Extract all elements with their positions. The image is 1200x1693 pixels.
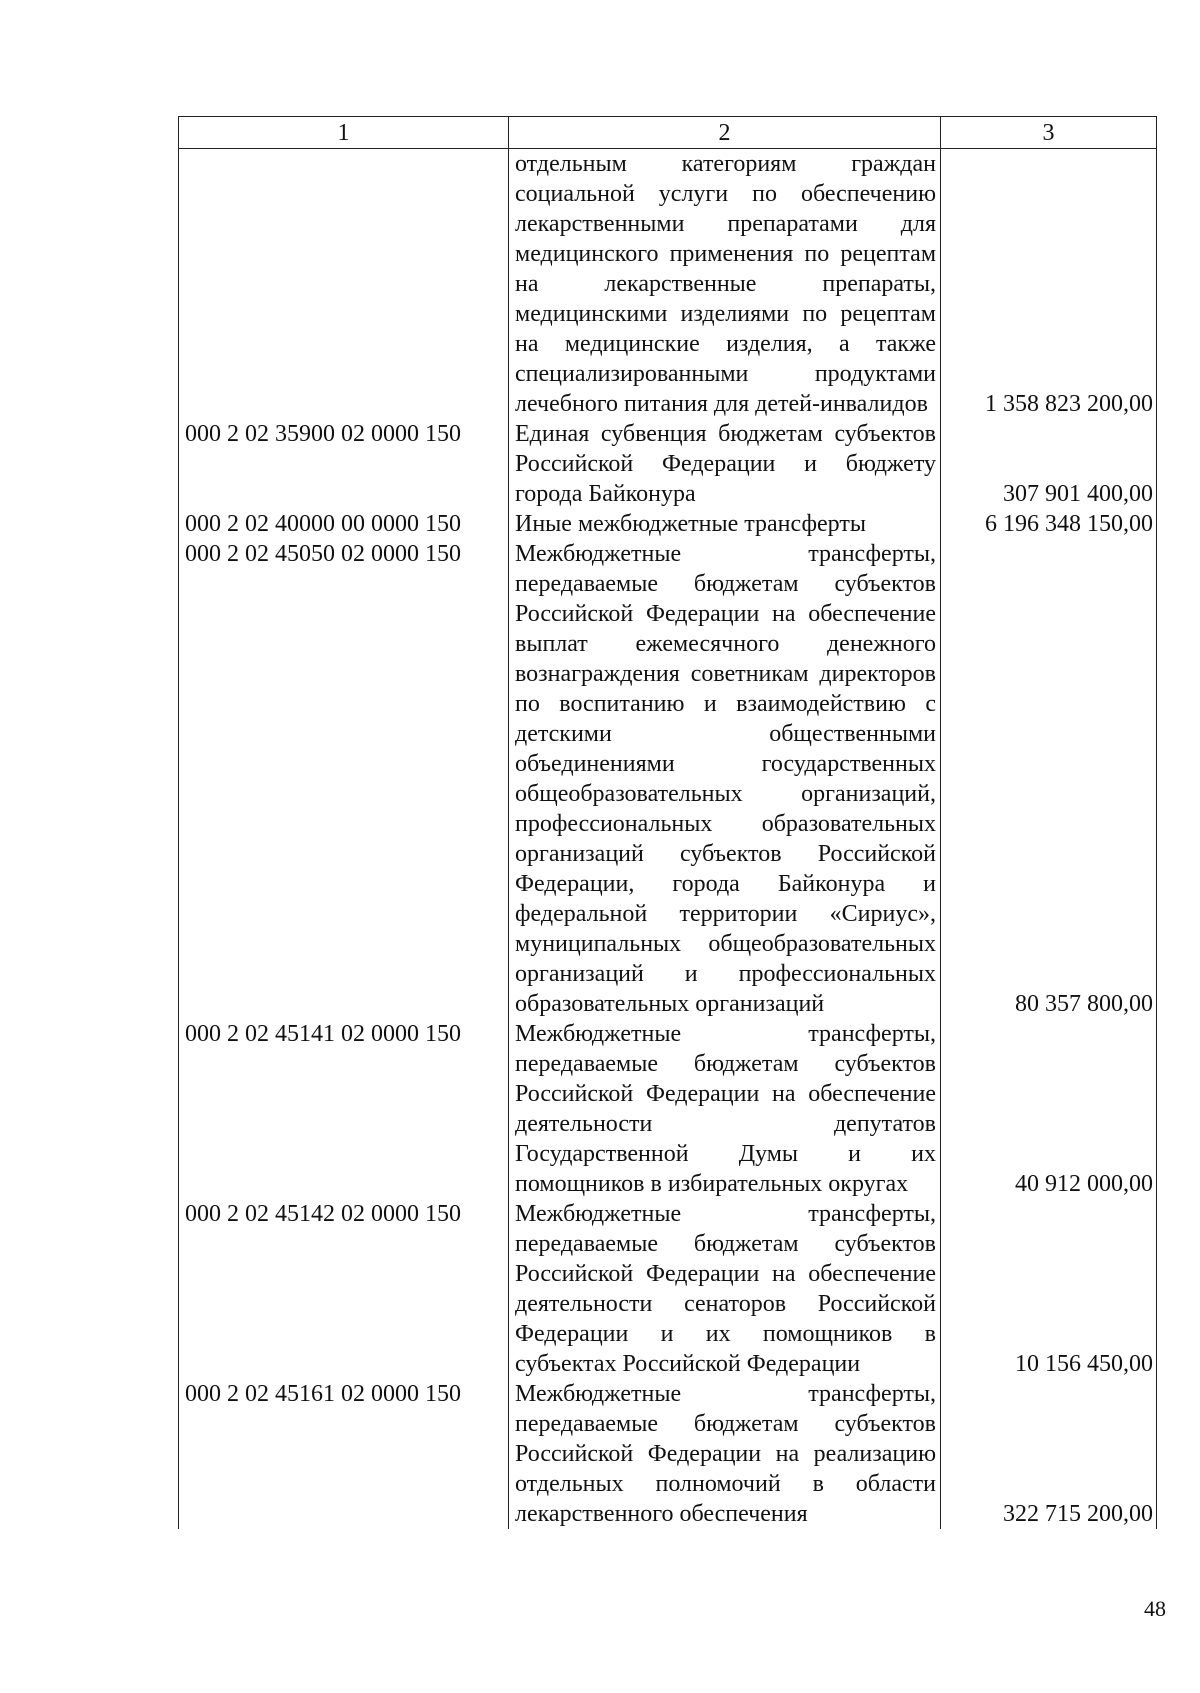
header-row <box>179 117 1157 149</box>
table-row <box>179 1199 1157 1379</box>
item-description: Иные межбюджетные трансферты <box>509 509 941 539</box>
item-description: Межбюджетные трансферты, передаваемые бюджетам субъектов Российской Федерации на реализацию отдельных полномочий в области лекарственного обеспечения <box>509 1379 941 1529</box>
budget-code: 000 2 02 45050 02 0000 150 <box>179 539 509 1019</box>
budget-code: 000 2 02 35900 02 0000 150 <box>179 419 509 509</box>
table-row <box>179 509 1157 539</box>
table-body <box>179 149 1157 1530</box>
budget-table <box>178 116 1157 1529</box>
amount-value: 307 901 400,00 <box>941 419 1157 509</box>
column-header-3: 3 <box>941 117 1157 149</box>
table-header <box>179 117 1157 149</box>
item-description: отдельным категориям граждан социальной услуги по обеспечению лекарственными препаратами для медицинского применения по рецептам на лекарственные препараты, медицинскими изделиями по рецептам на медицинские изделия, а также специализированными продуктами лечебного питания для детей-инвалидов <box>509 149 941 420</box>
budget-code: 000 2 02 40000 00 0000 150 <box>179 509 509 539</box>
item-description: Межбюджетные трансферты, передаваемые бюджетам субъектов Российской Федерации на обеспечение деятельности депутатов Государственной Думы и их помощников в избирательных округах <box>509 1019 941 1199</box>
amount-value: 6 196 348 150,00 <box>941 509 1157 539</box>
budget-code <box>179 149 509 420</box>
amount-value: 1 358 823 200,00 <box>941 149 1157 420</box>
table-row <box>179 149 1157 420</box>
amount-value: 80 357 800,00 <box>941 539 1157 1019</box>
table-row <box>179 1019 1157 1199</box>
amount-value: 10 156 450,00 <box>941 1199 1157 1379</box>
item-description: Межбюджетные трансферты, передаваемые бюджетам субъектов Российской Федерации на обеспечение выплат ежемесячного денежного вознаграждения советникам директоров по воспитанию и взаимодействию с детскими общественными объединениями государственных общеобразовательных организаций, профессиональных образовательных организаций субъектов Российской Федерации, города Байконура и федеральной территории «Сириус», муниципальных общеобразовательных организаций и профессиональных образовательных организаций <box>509 539 941 1019</box>
column-header-1: 1 <box>179 117 509 149</box>
item-description: Единая субвенция бюджетам субъектов Российской Федерации и бюджету города Байконура <box>509 419 941 509</box>
table-row <box>179 1379 1157 1529</box>
budget-code: 000 2 02 45161 02 0000 150 <box>179 1379 509 1529</box>
budget-code: 000 2 02 45141 02 0000 150 <box>179 1019 509 1199</box>
budget-code: 000 2 02 45142 02 0000 150 <box>179 1199 509 1379</box>
column-header-2: 2 <box>509 117 941 149</box>
amount-value: 40 912 000,00 <box>941 1019 1157 1199</box>
page-number: 48 <box>1144 1596 1166 1621</box>
item-description: Межбюджетные трансферты, передаваемые бюджетам субъектов Российской Федерации на обеспечение деятельности сенаторов Российской Федерации и их помощников в субъектах Российской Федерации <box>509 1199 941 1379</box>
table-row <box>179 539 1157 1019</box>
amount-value: 322 715 200,00 <box>941 1379 1157 1529</box>
table-row <box>179 419 1157 509</box>
